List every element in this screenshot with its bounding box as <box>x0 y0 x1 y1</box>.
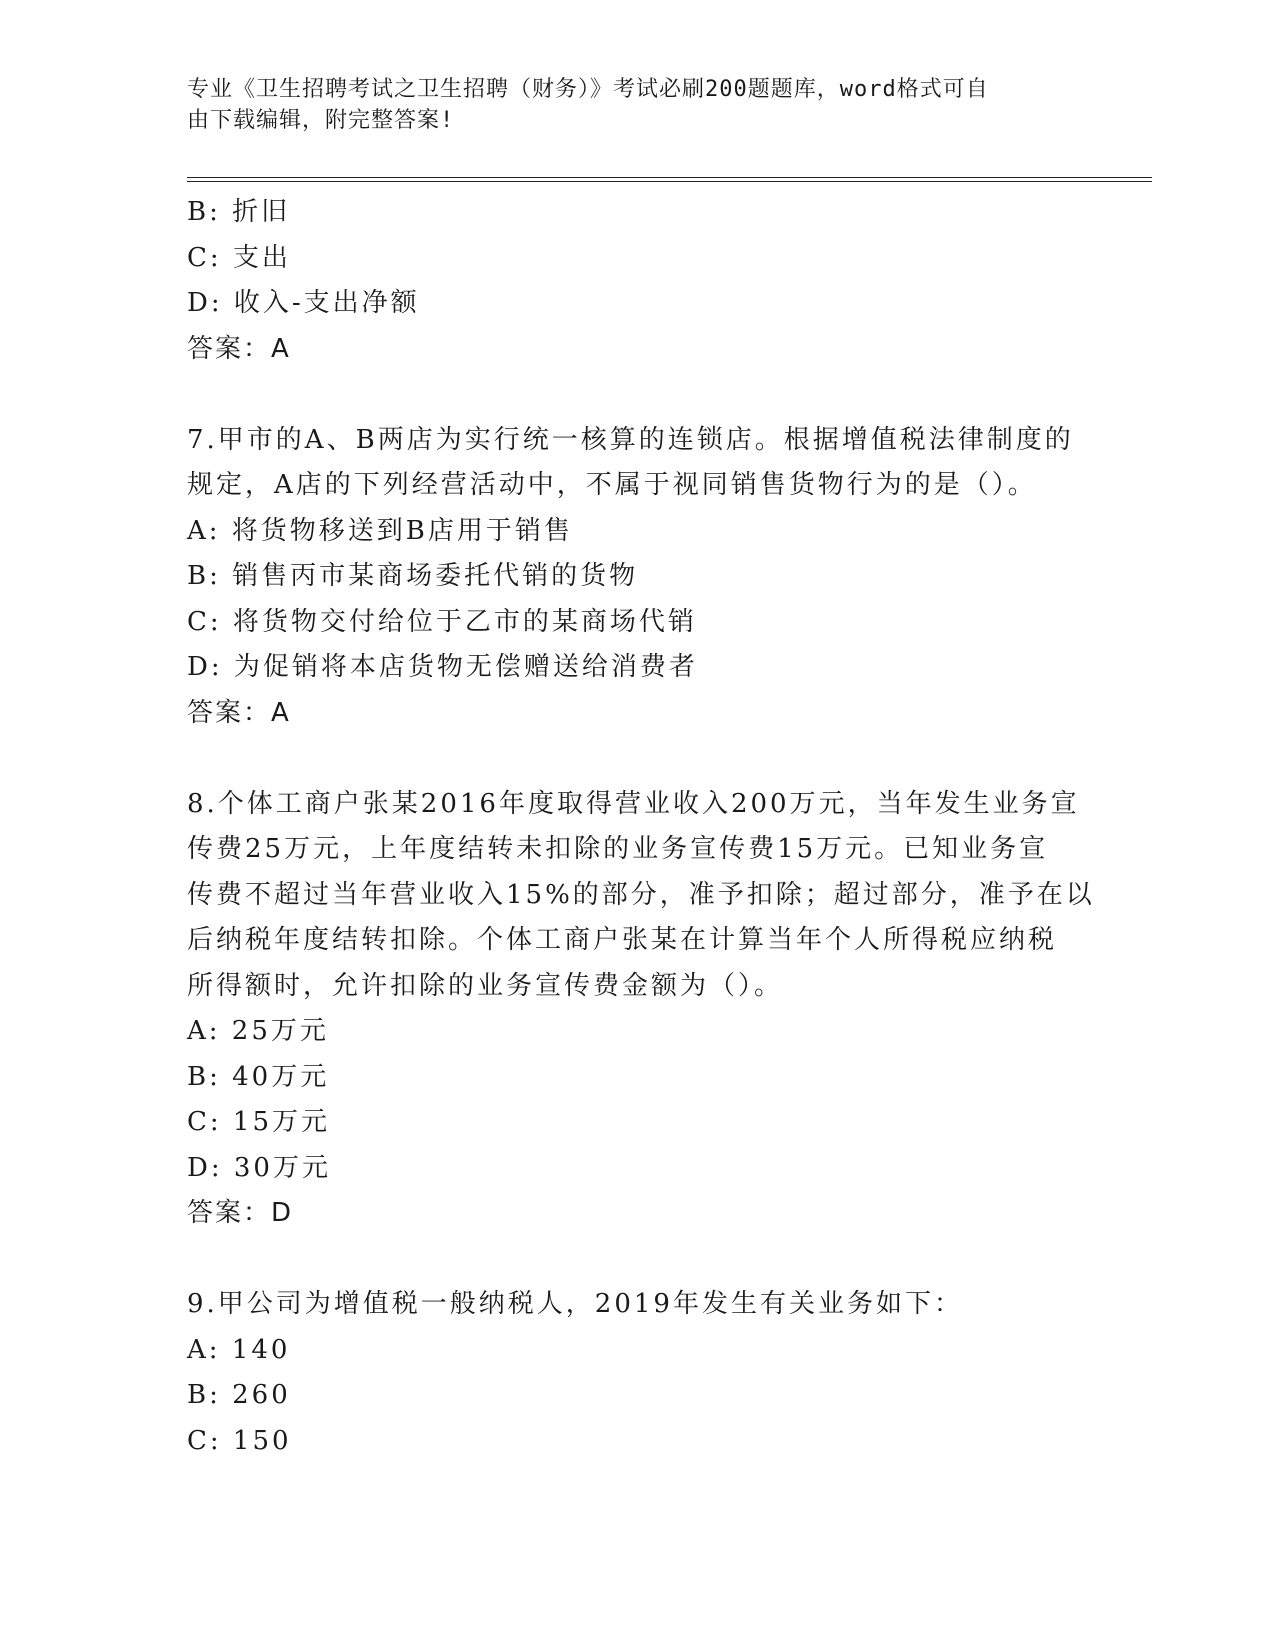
answer: 答案：A <box>187 333 291 364</box>
spacer <box>187 372 1087 418</box>
question-stem-line: 所得额时，允许扣除的业务宣传费金额为（）。 <box>187 970 784 1001</box>
question-stem-line: 规定，A店的下列经营活动中，不属于视同销售货物行为的是（）。 <box>187 470 1037 500</box>
option-c: C: 支出 <box>187 242 291 273</box>
question-6 <box>187 190 1087 372</box>
question-9 <box>187 1282 1087 1464</box>
option-d: D: 收入-支出净额 <box>187 288 420 318</box>
spacer <box>187 736 1087 782</box>
option-c: C: 将货物交付给位于乙市的某商场代销 <box>187 606 697 637</box>
question-stem-line: 9.甲公司为增值税一般纳税人，2019年发生有关业务如下： <box>187 1289 963 1319</box>
question-8 <box>187 782 1095 1237</box>
answer: 答案：D <box>187 1198 294 1228</box>
header-line-2: 由下载编辑，附完整答案! <box>187 108 455 133</box>
question-stem-line: 传费不超过当年营业收入15%的部分，准予扣除；超过部分，准予在以 <box>187 879 1095 910</box>
spacer <box>187 1237 1087 1283</box>
option-b: B: 260 <box>187 1380 291 1410</box>
option-c: C: 150 <box>187 1425 292 1456</box>
header-line-1: 专业《卫生招聘考试之卫生招聘（财务）》考试必刷200题题库，word格式可自 <box>187 77 989 102</box>
question-stem-line: 传费25万元，上年度结转未扣除的业务宣传费15万元。已知业务宣 <box>187 834 1049 864</box>
option-a: A: 25万元 <box>187 1016 329 1046</box>
answer: 答案：A <box>187 697 291 728</box>
option-b: B: 40万元 <box>187 1061 330 1092</box>
option-b: B: 折旧 <box>187 197 291 227</box>
option-c: C: 15万元 <box>187 1107 331 1137</box>
option-b: B: 销售丙市某商场委托代销的货物 <box>187 561 639 591</box>
question-stem-line: 8.个体工商户张某2016年度取得营业收入200万元，当年发生业务宣 <box>187 788 1080 819</box>
question-stem-line: 7.甲市的A、B两店为实行统一核算的连锁店。根据增值税法律制度的 <box>187 424 1074 455</box>
option-d: D: 为促销将本店货物无偿赠送给消费者 <box>187 652 698 682</box>
document-header <box>187 74 1067 136</box>
header-divider-bottom <box>187 181 1152 182</box>
question-7 <box>187 418 1087 737</box>
option-d: D: 30万元 <box>187 1152 331 1183</box>
question-stem-line: 后纳税年度结转扣除。个体工商户张某在计算当年个人所得税应纳税 <box>187 925 1058 955</box>
header-divider-top <box>187 177 1152 178</box>
option-a: A: 将货物移送到B店用于销售 <box>187 515 573 546</box>
option-a: A: 140 <box>187 1334 291 1365</box>
question-list <box>187 190 1095 1464</box>
